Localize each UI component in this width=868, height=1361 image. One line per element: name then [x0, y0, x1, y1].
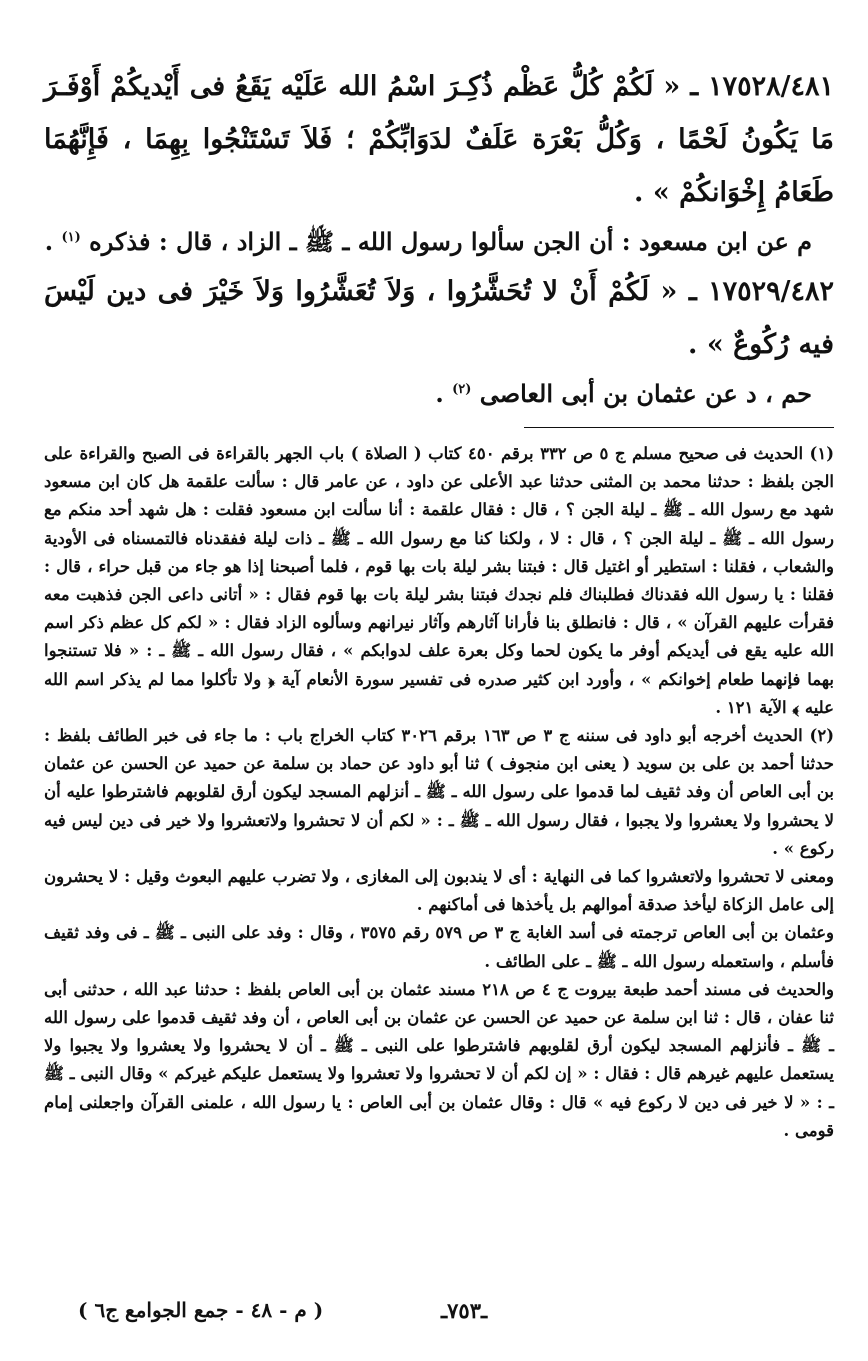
hadith-482-text: ١٧٥٢٩/٤٨٢ ـ « لَكُمْ أَنْ لا تُحَشَّرُوا ، وَلاَ تُعَشَّرُوا وَلاَ خَيْرَ فى دين لَيْسَ فيه رُكُوعٌ » .	[44, 276, 834, 360]
footnote-1	[44, 440, 834, 722]
signature-mark: ( م - ٤٨ - جمع الجوامع ج٦ )	[78, 1298, 324, 1322]
hadith-482-source-text: حم ، د عن عثمان بن أبى العاصى	[479, 379, 812, 408]
page-content	[44, 60, 834, 1145]
page-number: ـ٧٥٣ـ	[441, 1298, 488, 1323]
footnote-ref-2: (٢)	[452, 382, 472, 397]
footnote-1-paragraph-1: الحديث فى صحيح مسلم ج ٥ ص ٣٣٢ برقم ٤٥٠ كتاب ( الصلاة ) باب الجهر بالقراءة فى الصبح والقراءة على الجن بلفظ : حدثنا محمد بن المثنى حدثنا عبد الأعلى عن داود ، عن عامر قال : سألت علقمة هل كان ابن مسعود شهد مع رسول الله ـ ﷺ ـ ليلة الجن ؟ ، قال : فقال علقمة : أنا سألت ابن مسعود فقلت : هل شهد أحد منكم مع رسول الله ـ ﷺ ـ ليلة الجن ؟ ، قال : لا ، ولكنا كنا مع رسول الله ـ ﷺ ـ ذات ليلة ففقدناه فالتمسناه فى الأودية والشعاب ، فقلنا : استطير أو اغتيل قال : فبتنا بشر ليلة بات بها قوم ، فلما أصبحنا إذا هو جاء من قبل حراء ، قال : فقلنا : يا رسول الله فقدناك فطلبناك فلم نجدك فبتنا بشر ليلة بات بها قوم فقال : « أتانى داعى الجن فذهبت معه فقرأت عليهم القرآن » ، قال : فانطلق بنا فأرانا آثارهم وآثار نيرانهم وسألوه الزاد فقال : « لكم كل عظم ذكر اسم الله عليه يقع فى أيديكم أوفر ما يكون لحما وكل بعرة علف لدوابكم » ، فقال رسول الله ـ ﷺ ـ : « فلا تستنجوا بهما فإنهما طعام إخوانكم » ، وأورد ابن كثير صدره فى تفسير سورة الأنعام آية ﴿ ولا تأكلوا مما لم يذكر اسم الله عليه ﴾ الآية ١٢١ .	[44, 444, 834, 717]
hadith-481-source-text: م عن ابن مسعود : أن الجن سألوا رسول الله ـ ﷺ ـ الزاد ، قال : فذكره	[89, 227, 812, 256]
footnote-divider	[524, 427, 834, 428]
footnote-1-number: (١)	[809, 444, 834, 463]
hadith-481-text: ١٧٥٢٨/٤٨١ ـ « لَكُمْ كُلُّ عَظْم ذُكِـرَ اسْمُ الله عَلَيْه يَقَعُ فى أَيْديكُمْ أَوْفَـرَ مَا يَكُونُ لَحْمًا ، وَكُلُّ بَعْرَة عَلَفٌ لدَوَابِّكُمْ ؛ فَلاَ تَسْتَنْجُوا بِهِمَا ، فَإِنَّهُمَا طَعَامُ إِخْوَانكُمْ » .	[44, 71, 834, 208]
footnote-2-paragraph-3: وعثمان بن أبى العاص ترجمته فى أسد الغابة ج ٣ ص ٥٧٩ رقم ٣٥٧٥ ، وقال : وفد على النبى ـ ﷺ ـ فى وفد ثقيف فأسلم ، واستعمله رسول الله ـ ﷺ ـ على الطائف .	[44, 923, 835, 971]
footnote-ref-1: (١)	[61, 230, 81, 245]
footnote-2-paragraph-4: والحديث فى مسند أحمد طبعة بيروت ج ٤ ص ٢١٨ مسند عثمان بن أبى العاص بلفظ : حدثنا عبد الله ، حدثنى أبى ثنا عفان ، قال : ثنا ابن سلمة عن حميد عن الحسن عن عثمان بن أبى العاص ، أن وفد ثقيف قدموا على رسول الله ـ ﷺ ـ فأنزلهم المسجد ليكون أرق لقلوبهم فاشترطوا على النبى ـ ﷺ ـ أن لا يحشروا ولا يعشروا ولا يجبوا ولا يستعمل عليهم غيرهم قال : فقال : « إن لكم أن لا تحشروا ولا تعشروا ولا يستعمل عليكم غيركم » وقال النبى ـ ﷺ ـ : « لا خير فى دين لا ركوع فيه » قال : وقال عثمان بن أبى العاص : يا رسول الله ، علمنى القرآن واجعلنى إمام قومى .	[44, 979, 835, 1140]
hadith-482-source: حم ، د عن عثمان بن أبى العاصى $^{(٢)}$ .	[435, 379, 812, 408]
footnote-2-number: (٢)	[809, 726, 835, 746]
hadith-481-source: م عن ابن مسعود : أن الجن سألوا رسول الله ـ ﷺ ـ الزاد ، قال : فذكره $^{(١)}$ .	[44, 227, 812, 256]
page-footer	[78, 1298, 798, 1326]
footnote-2-paragraph-2: ومعنى لا تحشروا ولاتعشروا كما فى النهاية : أى لا يندبون إلى المغازى ، ولا تضرب عليهم البعوث وقيل : لا يحشرون إلى عامل الزكاة ليأخذ صدقة أموالهم بل يأخذها فى أماكنهم .	[44, 867, 834, 915]
footnote-2-paragraph-1: الحديث أخرجه أبو داود فى سننه ج ٣ ص ١٦٣ برقم ٣٠٢٦ كتاب الخراج باب : ما جاء فى خبر الطائف بلفظ : حدثنا أحمد بن على بن سويد ( يعنى ابن منجوف ) ثنا أبو داود عن حماد بن سلمة عن حميد عن الحسن عن عثمان بن أبى العاص أن وفد ثقيف لما قدموا على رسول الله ـ ﷺ ـ أنزلهم المسجد ليكون أرق لقلوبهم فاشترطوا عليه أن لا يحشروا ولا يعشروا ولا يجبوا ، فقال رسول الله ـ ﷺ ـ : « لكم أن لا تحشروا ولاتعشروا ولا خير فى دين ليس فيه ركوع » .	[44, 726, 834, 858]
footnote-2	[44, 722, 834, 863]
